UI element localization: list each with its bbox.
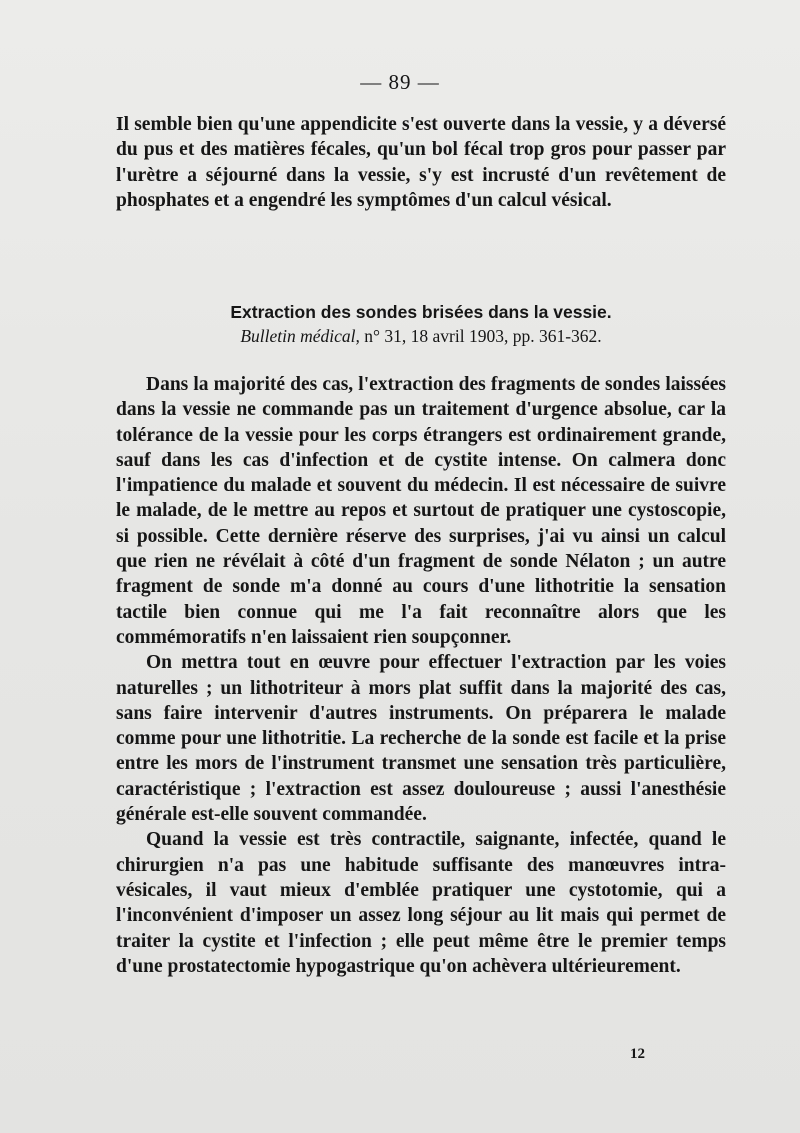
- page-number: — 89 —: [360, 70, 440, 94]
- intro-paragraph: Il semble bien qu'une appendicite s'est ouverte dans la vessie, y a déversé du pus et des matières fécales, qu'un bol fécal trop gros pour passer par l'urètre a séjourné dans la vessie, s'y est incrusté d'un revêtement de phosphates et a engendré les symptômes d'un calcul vésical.: [116, 114, 726, 211]
- article-title: Extraction des sondes brisées dans la vessie.: [230, 302, 612, 322]
- printer-signature: 12: [630, 1046, 645, 1062]
- article-reference: [116, 324, 726, 348]
- journal-citation: n° 31, 18 avril 1903, pp. 361-362.: [359, 326, 602, 346]
- article-heading: [116, 300, 726, 348]
- journal-name: Bulletin médical,: [240, 326, 360, 346]
- intro-paragraph-block: [116, 112, 726, 213]
- body-paragraph-2: On mettra tout en œuvre pour effectuer l'extraction par les voies naturelles ; un lithotriteur à mors plat suffit dans la majorité des cas, sans faire intervenir d'autres instruments. On préparera le malade comme pour une lithotritie. La recherche de la sonde est facile et la prise entre les mors de l'instrument transmet une sensation très particulière, caractéristique ; l'extraction est assez douloureuse ; aussi l'anesthésie générale est-elle souvent commandée.: [116, 652, 726, 826]
- body-paragraph-3: Quand la vessie est très contractile, saignante, infectée, quand le chirurgien n'a pas une habitude suffisante des manœuvres intra-vésicales, il vaut mieux d'emblée pratiquer une cystotomie, qui a l'inconvénient d'imposer un assez long séjour au lit mais qui permet de traiter la cystite et l'infection ; elle peut même être le premier temps d'une prostatectomie hypogastrique qu'on achèvera ultérieurement.: [116, 829, 726, 977]
- article-body: [116, 372, 726, 979]
- body-paragraph-1: Dans la majorité des cas, l'extraction des fragments de sondes laissées dans la vessie ne commande pas un traitement d'urgence absolue, car la tolérance de la vessie pour les corps étrangers est ordinairement grande, sauf dans les cas d'infection et de cystite intense. On calmera donc l'impatience du malade et souvent du médecin. Il est nécessaire de suivre le malade, de le mettre au repos et surtout de pratiquer une cystoscopie, si possible. Cette dernière réserve des surprises, j'ai vu ainsi un calcul que rien ne révélait à côté d'un fragment de sonde Nélaton ; un autre fragment de sonde m'a donné au cours d'une lithotritie la sensation tactile bien connue qui me l'a fait reconnaître alors que les commémoratifs n'en laissaient rien soupçonner.: [116, 374, 726, 648]
